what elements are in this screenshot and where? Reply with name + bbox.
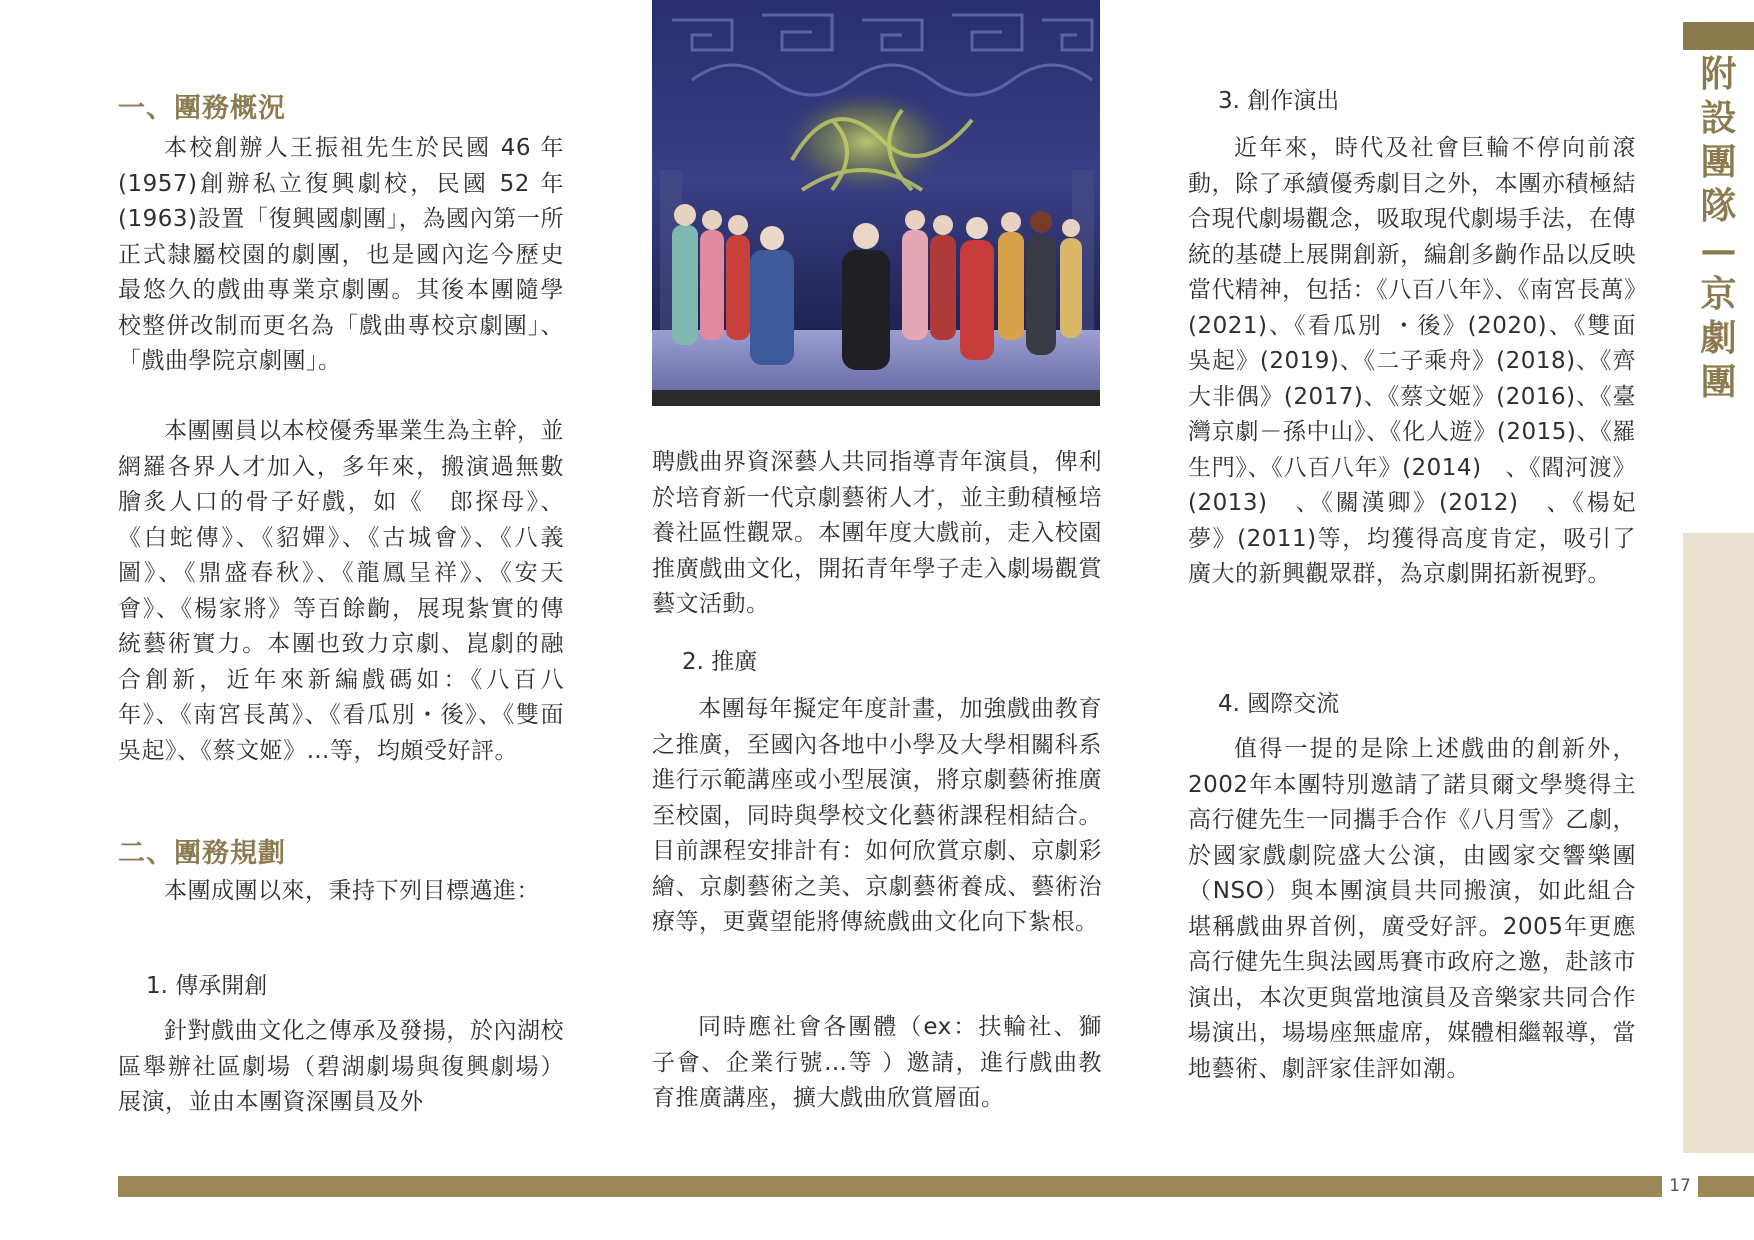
section-1-title: 一、團務概況 [118, 93, 286, 124]
item-4-title: 4. 國際交流 [1218, 691, 1340, 717]
side-title-char: 隊 [1700, 185, 1737, 227]
item-1-continued: 聘戲曲界資深藝人共同指導青年演員，俾利於培育新一代京劇藝術人才，並主動積極培養社區性觀眾。本團年度大戲前，走入校園推廣戲曲文化，開拓青年學子走入劇場觀賞藝文活動。 [652, 449, 1102, 617]
side-section-title [1683, 52, 1754, 404]
item-2-title: 2. 推廣 [682, 649, 758, 675]
item-4-text: 值得一提的是除上述戲曲的創新外，2002年本團特別邀請了諾貝爾文學獎得主高行健先生一同攜手合作《八月雪》乙劇，於國家戲劇院盛大公演，由國家交響樂團（NSO）與本團演員共同搬演，如此組合堪稱戲曲界首例，廣受好評。2005年更應高行健先生與法國馬賽市政府之邀，赴該市演出，本次更與當地演員及音樂家共同合作 場演出，場場座無虛席，媒體相繼報導，當地藝術、劇評家佳評如潮。 [1188, 736, 1660, 1082]
item-1-text: 針對戲曲文化之傳承及發揚，於內湖校區舉辦社區劇場（碧湖劇場與復興劇場）展演，並由本團資深團員及外 [118, 1018, 564, 1115]
side-title-char: 附 [1700, 53, 1737, 95]
side-title-char: 設 [1700, 97, 1737, 139]
side-title-char: 京 [1700, 273, 1737, 315]
stage-photo [652, 0, 1100, 406]
footer-bar [118, 1176, 1662, 1197]
item-2-text-2: 同時應社會各團體（ex：扶輪社、獅子會、企業行號…等 ）邀請，進行戲曲教育推廣講座，擴大戲曲欣賞層面。 [652, 1014, 1102, 1111]
side-tab-marker [1683, 22, 1754, 50]
item-1-title: 1. 傳承開創 [146, 973, 268, 999]
side-title-char: 劇 [1700, 317, 1737, 359]
item-3-text: 近年來，時代及社會巨輪不停向前滾動，除了承續優秀劇目之外，本團亦積極結合現代劇場觀念，吸取現代劇場手法，在傳統的基礎上展開創新，編創多齣作品以反映當代精神，包括：《八百八年》、《南宮長萬》(2021)、《看瓜別 ・後》(2020)、《雙面吳起》(2019)、《二子乘舟》(2018)、《齊大非偶》(2017)、《蔡文姬》(2016)、《臺灣京劇－孫中山》、《化人遊》(2015)、《羅生門》、《八百八年》(2014) 、《閻河渡》(2013) 、《關漢卿》(2012) 、《楊妃夢》(2011)等，均獲得高度肯定，吸引了廣大的新興觀眾群，為京劇開拓新視野。 [1188, 135, 1636, 587]
section-2-title: 二、團務規劃 [118, 838, 286, 869]
side-panel [1683, 533, 1754, 1153]
footer-bar-end [1698, 1176, 1754, 1197]
section-2-intro: 本團成團以來，秉持下列目標邁進： [164, 878, 540, 904]
item-2-text: 本團每年擬定年度計畫，加強戲曲教育之推廣，至國內各地中小學及大學相關科系進行示範講座或小型展演，將京劇藝術推廣至校園，同時與學校文化藝術課程相結合。目前課程安排計有：如何欣賞京劇、京劇彩繪、京劇藝術之美、京劇藝術養成、藝術治療等，更冀望能將傳統戲曲文化向下紮根。 [652, 696, 1102, 935]
item-3-title: 3. 創作演出 [1218, 88, 1340, 114]
section-1-paragraph-1: 本校創辦人王振祖先生於民國 46 年 (1957)創辦私立復興劇校，民國 52 年 (1963)設置「復興國劇團」，為國內第一所正式隸屬校園的劇團，也是國內迄今歷史最悠久的戲曲專業京劇團。其後本團隨學校整併改制而更名為「戲曲專校京劇團」、「戲曲學院京劇團」。 [118, 135, 564, 374]
side-title-char: 團 [1700, 141, 1737, 183]
page-number: 17 [1669, 1176, 1691, 1196]
side-title-char: — [1700, 229, 1737, 271]
side-title-char: 團 [1700, 361, 1737, 403]
section-1-paragraph-2: 本團團員以本校優秀畢業生為主幹，並網羅各界人才加入，多年來，搬演過無數膾炙人口的骨子好戲，如《 郎探母》、《白蛇傳》、《貂嬋》、《古城會》、《八義圖》、《鼎盛春秋》、《龍鳳呈祥》、《安天會》、《楊家將》等百餘齣，展現紮實的傳統藝術實力。本團也致力京劇、崑劇的融合創新，近年來新編戲碼如：《八百八年》、《南宮長萬》、《看瓜別・後》、《雙面吳起》、《蔡文姬》…等，均頗受好評。 [118, 418, 564, 764]
